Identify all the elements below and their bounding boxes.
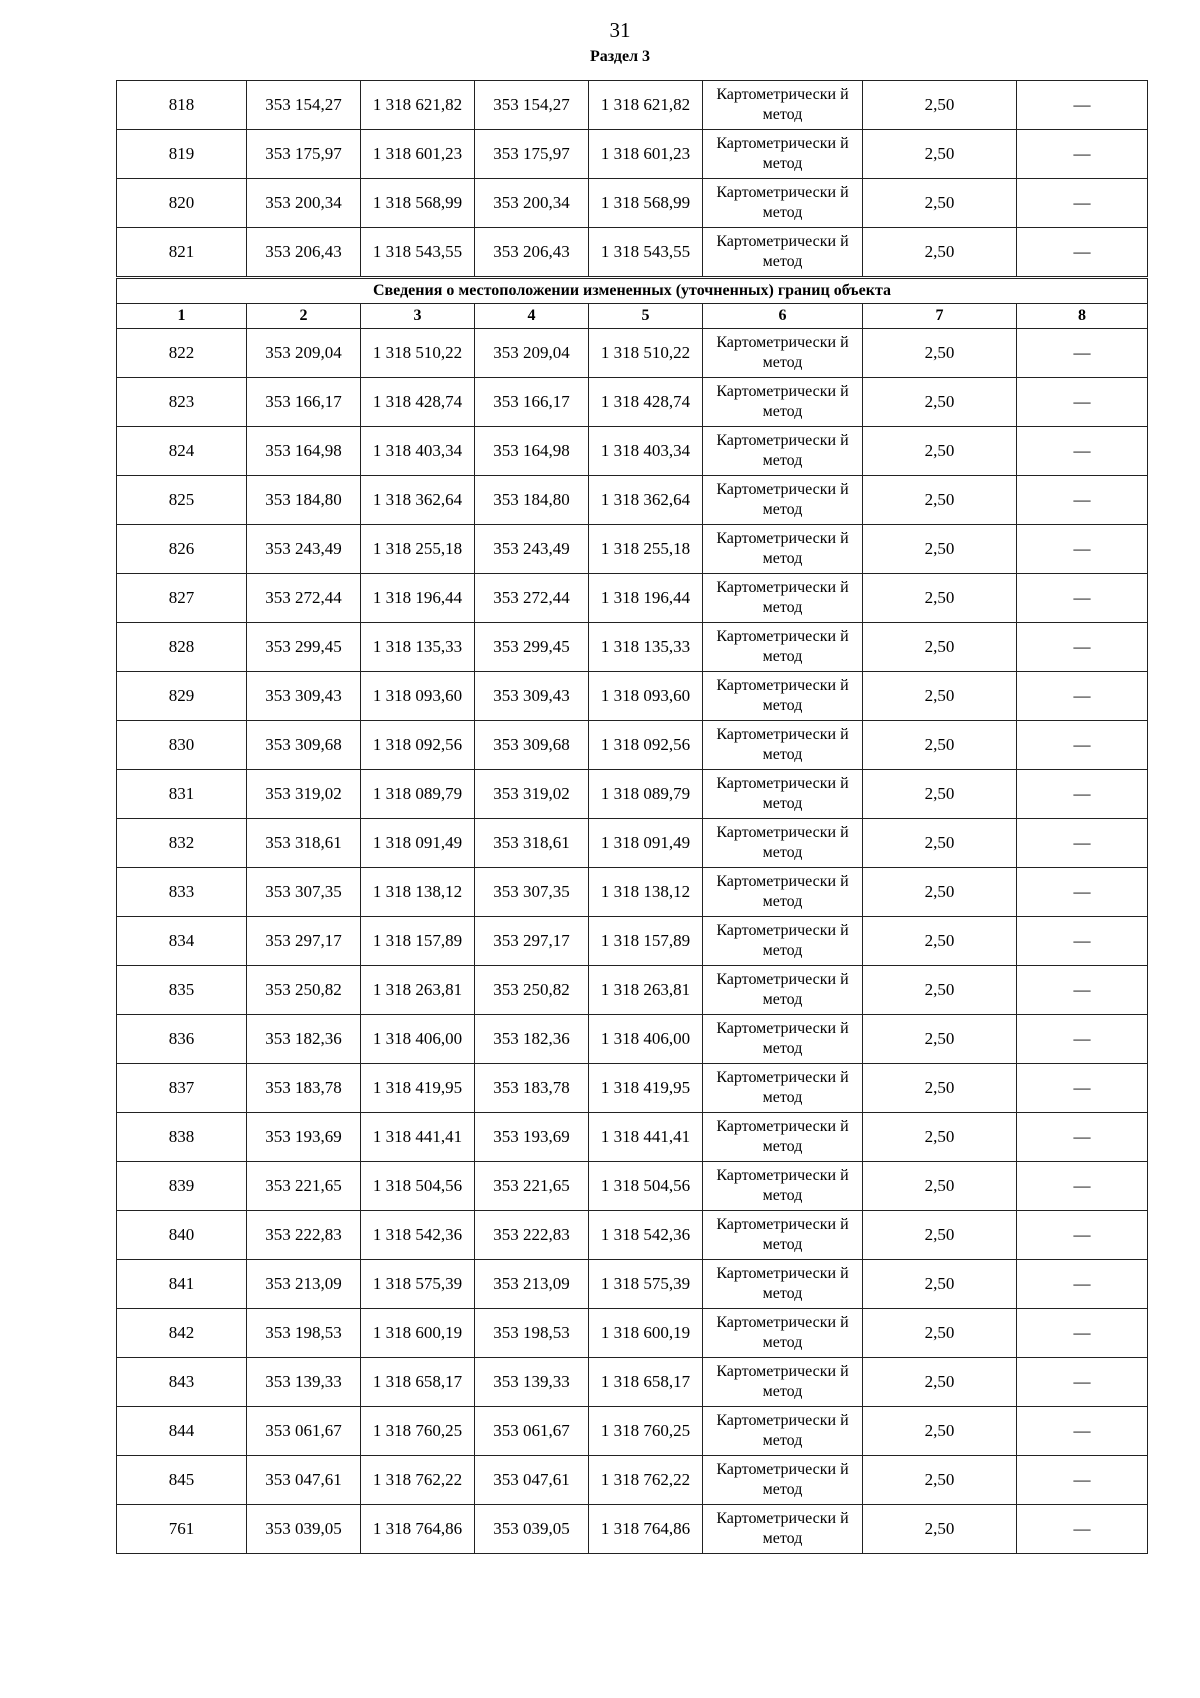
y-coordinate-cell: 1 318 196,44 <box>589 574 703 623</box>
x-coordinate-cell: 353 182,36 <box>475 1015 589 1064</box>
y-coordinate-cell: 1 318 568,99 <box>589 179 703 228</box>
method-cell: Картометрически й метод <box>703 1456 863 1505</box>
table-row <box>117 966 1148 1015</box>
accuracy-cell: 2,50 <box>863 228 1017 278</box>
description-cell: — <box>1017 329 1148 378</box>
x-coordinate-cell: 353 222,83 <box>475 1211 589 1260</box>
accuracy-cell: 2,50 <box>863 1064 1017 1113</box>
point-number-cell: 820 <box>117 179 247 228</box>
section-title: Раздел 3 <box>589 48 651 65</box>
x-coordinate-cell: 353 299,45 <box>247 623 361 672</box>
method-cell: Картометрически й метод <box>703 1015 863 1064</box>
accuracy-cell: 2,50 <box>863 721 1017 770</box>
y-coordinate-cell: 1 318 089,79 <box>361 770 475 819</box>
x-coordinate-cell: 353 175,97 <box>247 130 361 179</box>
y-coordinate-cell: 1 318 510,22 <box>589 329 703 378</box>
y-coordinate-cell: 1 318 764,86 <box>361 1505 475 1554</box>
y-coordinate-cell: 1 318 138,12 <box>361 868 475 917</box>
x-coordinate-cell: 353 183,78 <box>475 1064 589 1113</box>
point-number-cell: 845 <box>117 1456 247 1505</box>
y-coordinate-cell: 1 318 760,25 <box>589 1407 703 1456</box>
y-coordinate-cell: 1 318 600,19 <box>361 1309 475 1358</box>
y-coordinate-cell: 1 318 621,82 <box>589 81 703 130</box>
table-row <box>117 1309 1148 1358</box>
y-coordinate-cell: 1 318 255,18 <box>589 525 703 574</box>
x-coordinate-cell: 353 047,61 <box>475 1456 589 1505</box>
point-number-cell: 829 <box>117 672 247 721</box>
method-cell: Картометрически й метод <box>703 868 863 917</box>
accuracy-cell: 2,50 <box>863 525 1017 574</box>
table-row <box>117 329 1148 378</box>
column-number: 5 <box>589 304 703 329</box>
accuracy-cell: 2,50 <box>863 770 1017 819</box>
y-coordinate-cell: 1 318 093,60 <box>589 672 703 721</box>
method-cell: Картометрически й метод <box>703 1211 863 1260</box>
method-cell: Картометрически й метод <box>703 623 863 672</box>
x-coordinate-cell: 353 061,67 <box>475 1407 589 1456</box>
description-cell: — <box>1017 81 1148 130</box>
accuracy-cell: 2,50 <box>863 130 1017 179</box>
method-cell: Картометрически й метод <box>703 427 863 476</box>
y-coordinate-cell: 1 318 135,33 <box>361 623 475 672</box>
x-coordinate-cell: 353 139,33 <box>475 1358 589 1407</box>
description-cell: — <box>1017 1456 1148 1505</box>
point-number-cell: 836 <box>117 1015 247 1064</box>
y-coordinate-cell: 1 318 403,34 <box>589 427 703 476</box>
table-row <box>117 1505 1148 1554</box>
description-cell: — <box>1017 770 1148 819</box>
description-cell: — <box>1017 1358 1148 1407</box>
column-number: 3 <box>361 304 475 329</box>
accuracy-cell: 2,50 <box>863 868 1017 917</box>
column-number-row <box>117 304 1148 329</box>
description-cell: — <box>1017 1260 1148 1309</box>
table-row <box>117 623 1148 672</box>
table-row <box>117 1456 1148 1505</box>
x-coordinate-cell: 353 209,04 <box>475 329 589 378</box>
method-cell: Картометрически й метод <box>703 179 863 228</box>
x-coordinate-cell: 353 309,68 <box>475 721 589 770</box>
description-cell: — <box>1017 623 1148 672</box>
description-cell: — <box>1017 868 1148 917</box>
x-coordinate-cell: 353 166,17 <box>247 378 361 427</box>
y-coordinate-cell: 1 318 263,81 <box>589 966 703 1015</box>
x-coordinate-cell: 353 250,82 <box>475 966 589 1015</box>
y-coordinate-cell: 1 318 600,19 <box>589 1309 703 1358</box>
table-body-after <box>117 329 1148 1554</box>
point-number-cell: 831 <box>117 770 247 819</box>
y-coordinate-cell: 1 318 601,23 <box>361 130 475 179</box>
description-cell: — <box>1017 1113 1148 1162</box>
y-coordinate-cell: 1 318 403,34 <box>361 427 475 476</box>
method-cell: Картометрически й метод <box>703 81 863 130</box>
y-coordinate-cell: 1 318 362,64 <box>361 476 475 525</box>
y-coordinate-cell: 1 318 089,79 <box>589 770 703 819</box>
method-cell: Картометрически й метод <box>703 130 863 179</box>
method-cell: Картометрически й метод <box>703 1162 863 1211</box>
y-coordinate-cell: 1 318 575,39 <box>589 1260 703 1309</box>
point-number-cell: 818 <box>117 81 247 130</box>
section-heading: Сведения о местоположении измененных (уточненных) границ объекта <box>117 278 1148 304</box>
accuracy-cell: 2,50 <box>863 819 1017 868</box>
table-row <box>117 1407 1148 1456</box>
description-cell: — <box>1017 574 1148 623</box>
table-row <box>117 770 1148 819</box>
point-number-cell: 830 <box>117 721 247 770</box>
table-row <box>117 1113 1148 1162</box>
y-coordinate-cell: 1 318 441,41 <box>361 1113 475 1162</box>
y-coordinate-cell: 1 318 091,49 <box>361 819 475 868</box>
x-coordinate-cell: 353 318,61 <box>247 819 361 868</box>
description-cell: — <box>1017 1505 1148 1554</box>
method-cell: Картометрически й метод <box>703 917 863 966</box>
description-cell: — <box>1017 427 1148 476</box>
description-cell: — <box>1017 179 1148 228</box>
point-number-cell: 837 <box>117 1064 247 1113</box>
accuracy-cell: 2,50 <box>863 1015 1017 1064</box>
column-number: 8 <box>1017 304 1148 329</box>
point-number-cell: 834 <box>117 917 247 966</box>
accuracy-cell: 2,50 <box>863 672 1017 721</box>
y-coordinate-cell: 1 318 419,95 <box>361 1064 475 1113</box>
table-row <box>117 179 1148 228</box>
table-row <box>117 917 1148 966</box>
point-number-cell: 826 <box>117 525 247 574</box>
page-number: 31 <box>609 18 631 42</box>
method-cell: Картометрически й метод <box>703 1309 863 1358</box>
y-coordinate-cell: 1 318 543,55 <box>589 228 703 278</box>
table-row <box>117 228 1148 278</box>
description-cell: — <box>1017 721 1148 770</box>
x-coordinate-cell: 353 198,53 <box>475 1309 589 1358</box>
method-cell: Картометрически й метод <box>703 476 863 525</box>
y-coordinate-cell: 1 318 575,39 <box>361 1260 475 1309</box>
x-coordinate-cell: 353 047,61 <box>247 1456 361 1505</box>
method-cell: Картометрически й метод <box>703 721 863 770</box>
point-number-cell: 827 <box>117 574 247 623</box>
y-coordinate-cell: 1 318 542,36 <box>361 1211 475 1260</box>
y-coordinate-cell: 1 318 091,49 <box>589 819 703 868</box>
method-cell: Картометрически й метод <box>703 1505 863 1554</box>
y-coordinate-cell: 1 318 542,36 <box>589 1211 703 1260</box>
point-number-cell: 823 <box>117 378 247 427</box>
x-coordinate-cell: 353 184,80 <box>247 476 361 525</box>
table-row <box>117 130 1148 179</box>
x-coordinate-cell: 353 039,05 <box>247 1505 361 1554</box>
y-coordinate-cell: 1 318 658,17 <box>361 1358 475 1407</box>
x-coordinate-cell: 353 243,49 <box>247 525 361 574</box>
column-number: 7 <box>863 304 1017 329</box>
y-coordinate-cell: 1 318 419,95 <box>589 1064 703 1113</box>
point-number-cell: 841 <box>117 1260 247 1309</box>
method-cell: Картометрически й метод <box>703 966 863 1015</box>
method-cell: Картометрически й метод <box>703 1113 863 1162</box>
point-number-cell: 838 <box>117 1113 247 1162</box>
point-number-cell: 819 <box>117 130 247 179</box>
y-coordinate-cell: 1 318 362,64 <box>589 476 703 525</box>
y-coordinate-cell: 1 318 135,33 <box>589 623 703 672</box>
description-cell: — <box>1017 1064 1148 1113</box>
y-coordinate-cell: 1 318 760,25 <box>361 1407 475 1456</box>
y-coordinate-cell: 1 318 428,74 <box>589 378 703 427</box>
y-coordinate-cell: 1 318 406,00 <box>361 1015 475 1064</box>
point-number-cell: 828 <box>117 623 247 672</box>
method-cell: Картометрически й метод <box>703 1407 863 1456</box>
accuracy-cell: 2,50 <box>863 329 1017 378</box>
table-row <box>117 1211 1148 1260</box>
accuracy-cell: 2,50 <box>863 378 1017 427</box>
y-coordinate-cell: 1 318 428,74 <box>361 378 475 427</box>
y-coordinate-cell: 1 318 406,00 <box>589 1015 703 1064</box>
x-coordinate-cell: 353 183,78 <box>247 1064 361 1113</box>
x-coordinate-cell: 353 213,09 <box>247 1260 361 1309</box>
x-coordinate-cell: 353 154,27 <box>475 81 589 130</box>
y-coordinate-cell: 1 318 601,23 <box>589 130 703 179</box>
x-coordinate-cell: 353 206,43 <box>247 228 361 278</box>
description-cell: — <box>1017 819 1148 868</box>
table-body-before <box>117 81 1148 278</box>
accuracy-cell: 2,50 <box>863 81 1017 130</box>
y-coordinate-cell: 1 318 093,60 <box>361 672 475 721</box>
section-heading-body <box>117 278 1148 329</box>
point-number-cell: 844 <box>117 1407 247 1456</box>
x-coordinate-cell: 353 139,33 <box>247 1358 361 1407</box>
accuracy-cell: 2,50 <box>863 917 1017 966</box>
accuracy-cell: 2,50 <box>863 1505 1017 1554</box>
y-coordinate-cell: 1 318 510,22 <box>361 329 475 378</box>
table-row <box>117 1260 1148 1309</box>
x-coordinate-cell: 353 039,05 <box>475 1505 589 1554</box>
y-coordinate-cell: 1 318 138,12 <box>589 868 703 917</box>
point-number-cell: 839 <box>117 1162 247 1211</box>
accuracy-cell: 2,50 <box>863 966 1017 1015</box>
x-coordinate-cell: 353 243,49 <box>475 525 589 574</box>
method-cell: Картометрически й метод <box>703 672 863 721</box>
description-cell: — <box>1017 228 1148 278</box>
table-row <box>117 672 1148 721</box>
x-coordinate-cell: 353 309,43 <box>247 672 361 721</box>
y-coordinate-cell: 1 318 762,22 <box>589 1456 703 1505</box>
x-coordinate-cell: 353 221,65 <box>475 1162 589 1211</box>
y-coordinate-cell: 1 318 441,41 <box>589 1113 703 1162</box>
x-coordinate-cell: 353 184,80 <box>475 476 589 525</box>
column-number: 6 <box>703 304 863 329</box>
x-coordinate-cell: 353 193,69 <box>247 1113 361 1162</box>
accuracy-cell: 2,50 <box>863 623 1017 672</box>
x-coordinate-cell: 353 307,35 <box>475 868 589 917</box>
y-coordinate-cell: 1 318 092,56 <box>361 721 475 770</box>
method-cell: Картометрически й метод <box>703 819 863 868</box>
accuracy-cell: 2,50 <box>863 1162 1017 1211</box>
y-coordinate-cell: 1 318 196,44 <box>361 574 475 623</box>
description-cell: — <box>1017 1211 1148 1260</box>
x-coordinate-cell: 353 061,67 <box>247 1407 361 1456</box>
method-cell: Картометрически й метод <box>703 228 863 278</box>
description-cell: — <box>1017 378 1148 427</box>
x-coordinate-cell: 353 182,36 <box>247 1015 361 1064</box>
table-row <box>117 476 1148 525</box>
accuracy-cell: 2,50 <box>863 476 1017 525</box>
x-coordinate-cell: 353 154,27 <box>247 81 361 130</box>
y-coordinate-cell: 1 318 762,22 <box>361 1456 475 1505</box>
method-cell: Картометрически й метод <box>703 1358 863 1407</box>
method-cell: Картометрически й метод <box>703 525 863 574</box>
y-coordinate-cell: 1 318 157,89 <box>361 917 475 966</box>
accuracy-cell: 2,50 <box>863 1358 1017 1407</box>
table-row <box>117 1064 1148 1113</box>
x-coordinate-cell: 353 166,17 <box>475 378 589 427</box>
y-coordinate-cell: 1 318 263,81 <box>361 966 475 1015</box>
x-coordinate-cell: 353 309,43 <box>475 672 589 721</box>
table-row <box>117 1015 1148 1064</box>
x-coordinate-cell: 353 309,68 <box>247 721 361 770</box>
point-number-cell: 825 <box>117 476 247 525</box>
x-coordinate-cell: 353 175,97 <box>475 130 589 179</box>
column-number: 2 <box>247 304 361 329</box>
x-coordinate-cell: 353 318,61 <box>475 819 589 868</box>
accuracy-cell: 2,50 <box>863 1309 1017 1358</box>
y-coordinate-cell: 1 318 255,18 <box>361 525 475 574</box>
table-row <box>117 721 1148 770</box>
y-coordinate-cell: 1 318 621,82 <box>361 81 475 130</box>
point-number-cell: 824 <box>117 427 247 476</box>
method-cell: Картометрически й метод <box>703 770 863 819</box>
y-coordinate-cell: 1 318 504,56 <box>361 1162 475 1211</box>
x-coordinate-cell: 353 213,09 <box>475 1260 589 1309</box>
description-cell: — <box>1017 476 1148 525</box>
point-number-cell: 843 <box>117 1358 247 1407</box>
description-cell: — <box>1017 672 1148 721</box>
method-cell: Картометрически й метод <box>703 1260 863 1309</box>
x-coordinate-cell: 353 222,83 <box>247 1211 361 1260</box>
y-coordinate-cell: 1 318 504,56 <box>589 1162 703 1211</box>
y-coordinate-cell: 1 318 543,55 <box>361 228 475 278</box>
y-coordinate-cell: 1 318 658,17 <box>589 1358 703 1407</box>
table-row <box>117 81 1148 130</box>
table-row <box>117 378 1148 427</box>
accuracy-cell: 2,50 <box>863 1407 1017 1456</box>
point-number-cell: 761 <box>117 1505 247 1554</box>
y-coordinate-cell: 1 318 568,99 <box>361 179 475 228</box>
table-row <box>117 574 1148 623</box>
x-coordinate-cell: 353 164,98 <box>247 427 361 476</box>
x-coordinate-cell: 353 200,34 <box>475 179 589 228</box>
accuracy-cell: 2,50 <box>863 574 1017 623</box>
point-number-cell: 833 <box>117 868 247 917</box>
point-number-cell: 822 <box>117 329 247 378</box>
coordinates-table <box>116 80 1148 1554</box>
accuracy-cell: 2,50 <box>863 427 1017 476</box>
x-coordinate-cell: 353 200,34 <box>247 179 361 228</box>
x-coordinate-cell: 353 297,17 <box>247 917 361 966</box>
table-row <box>117 427 1148 476</box>
accuracy-cell: 2,50 <box>863 1260 1017 1309</box>
description-cell: — <box>1017 1162 1148 1211</box>
point-number-cell: 840 <box>117 1211 247 1260</box>
table-row <box>117 1358 1148 1407</box>
accuracy-cell: 2,50 <box>863 1456 1017 1505</box>
method-cell: Картометрически й метод <box>703 1064 863 1113</box>
description-cell: — <box>1017 917 1148 966</box>
x-coordinate-cell: 353 164,98 <box>475 427 589 476</box>
description-cell: — <box>1017 525 1148 574</box>
table-row <box>117 1162 1148 1211</box>
x-coordinate-cell: 353 272,44 <box>247 574 361 623</box>
section-heading-row <box>117 278 1148 304</box>
description-cell: — <box>1017 966 1148 1015</box>
x-coordinate-cell: 353 221,65 <box>247 1162 361 1211</box>
description-cell: — <box>1017 130 1148 179</box>
point-number-cell: 821 <box>117 228 247 278</box>
description-cell: — <box>1017 1309 1148 1358</box>
x-coordinate-cell: 353 299,45 <box>475 623 589 672</box>
column-number: 4 <box>475 304 589 329</box>
y-coordinate-cell: 1 318 092,56 <box>589 721 703 770</box>
point-number-cell: 835 <box>117 966 247 1015</box>
x-coordinate-cell: 353 206,43 <box>475 228 589 278</box>
description-cell: — <box>1017 1407 1148 1456</box>
accuracy-cell: 2,50 <box>863 179 1017 228</box>
x-coordinate-cell: 353 193,69 <box>475 1113 589 1162</box>
method-cell: Картометрически й метод <box>703 378 863 427</box>
point-number-cell: 842 <box>117 1309 247 1358</box>
method-cell: Картометрически й метод <box>703 574 863 623</box>
y-coordinate-cell: 1 318 764,86 <box>589 1505 703 1554</box>
x-coordinate-cell: 353 297,17 <box>475 917 589 966</box>
table-row <box>117 525 1148 574</box>
x-coordinate-cell: 353 272,44 <box>475 574 589 623</box>
accuracy-cell: 2,50 <box>863 1211 1017 1260</box>
description-cell: — <box>1017 1015 1148 1064</box>
y-coordinate-cell: 1 318 157,89 <box>589 917 703 966</box>
x-coordinate-cell: 353 307,35 <box>247 868 361 917</box>
accuracy-cell: 2,50 <box>863 1113 1017 1162</box>
point-number-cell: 832 <box>117 819 247 868</box>
x-coordinate-cell: 353 198,53 <box>247 1309 361 1358</box>
table-row <box>117 819 1148 868</box>
column-number: 1 <box>117 304 247 329</box>
x-coordinate-cell: 353 319,02 <box>475 770 589 819</box>
x-coordinate-cell: 353 319,02 <box>247 770 361 819</box>
method-cell: Картометрически й метод <box>703 329 863 378</box>
x-coordinate-cell: 353 209,04 <box>247 329 361 378</box>
x-coordinate-cell: 353 250,82 <box>247 966 361 1015</box>
table-row <box>117 868 1148 917</box>
